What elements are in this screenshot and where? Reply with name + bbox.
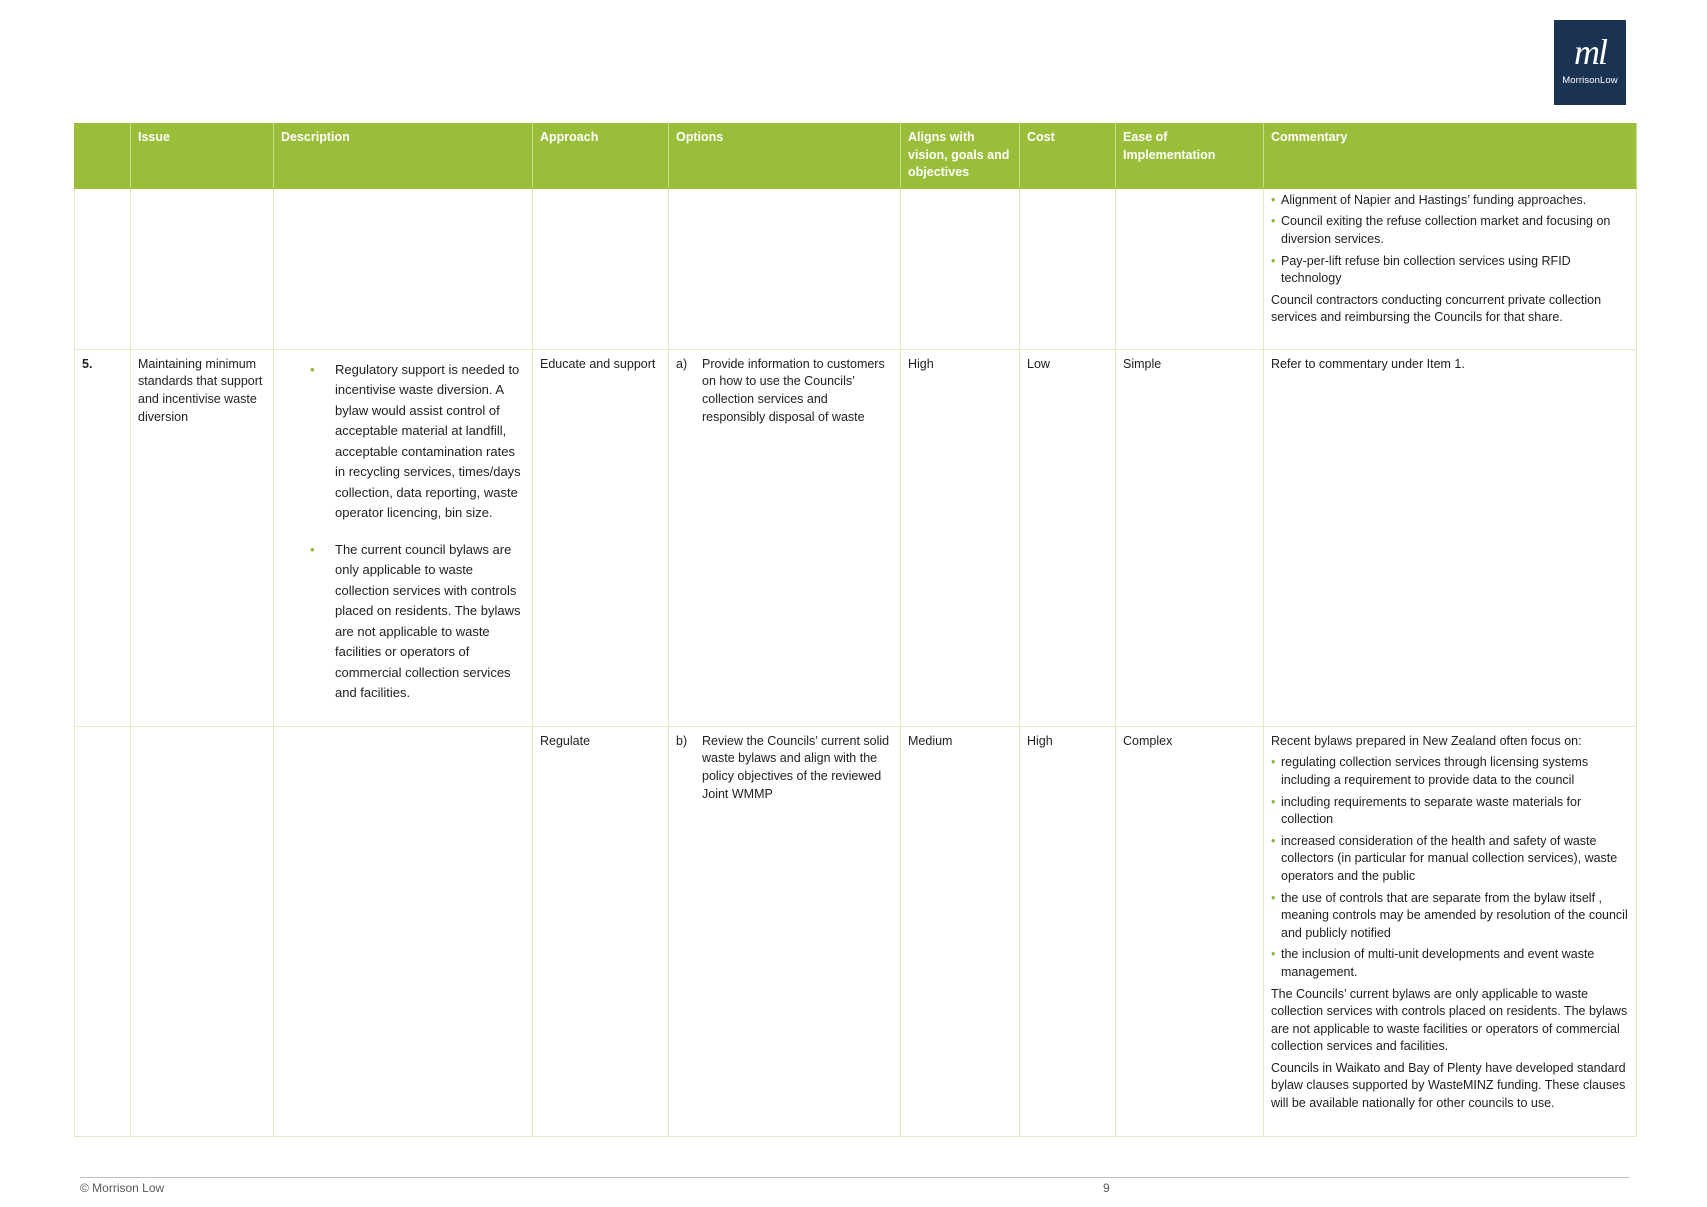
commentary-bullets — [1271, 754, 1629, 981]
commentary-bullets — [1271, 192, 1629, 288]
ease-cell: Simple — [1116, 349, 1264, 726]
list-item: • Council exiting the refuse collection market and focusing on diversion services. — [1271, 213, 1629, 248]
list-item: • Pay-per-lift refuse bin collection services using RFID technology — [1271, 253, 1629, 288]
header-options: Options — [669, 124, 901, 189]
option-cell — [669, 726, 901, 1136]
commentary-cell — [1264, 188, 1637, 349]
approach-cell: Regulate — [533, 726, 669, 1136]
page-number: 9 — [1103, 1181, 1110, 1195]
description-bullets — [281, 360, 525, 704]
cost-cell: Low — [1020, 349, 1116, 726]
row-number: 5. — [75, 349, 131, 726]
commentary-paragraph: The Councils’ current bylaws are only applicable to waste collection services with controls placed on residents. The bylaws are not applicable to waste facilities or operators of commercial collection services and facilities. — [1271, 986, 1628, 1054]
list-item: • Alignment of Napier and Hastings’ funding approaches. — [1271, 192, 1629, 210]
list-item: • the inclusion of multi-unit developments and event waste management. — [1271, 946, 1629, 981]
header-description: Description — [274, 124, 533, 189]
approach-cell: Educate and support — [533, 349, 669, 726]
list-item: • The current council bylaws are only applicable to waste collection services with controls placed on residents. The bylaws are not applicable to waste facilities or operators of commercial collection services and facilities. — [310, 540, 525, 704]
list-item: • the use of controls that are separate from the bylaw itself , meaning controls may be amended by resolution of the council and publicly notified — [1271, 890, 1629, 943]
commentary-intro: Recent bylaws prepared in New Zealand often focus on: — [1271, 733, 1582, 748]
header-cost: Cost — [1020, 124, 1116, 189]
header-approach: Approach — [533, 124, 669, 189]
table-row-item-5b — [75, 726, 1637, 1136]
header-commentary: Commentary — [1264, 124, 1637, 189]
logo-mark: ml — [1574, 32, 1606, 72]
issue-cell: Maintaining minimum standards that support and incentivise waste diversion — [131, 349, 274, 726]
option-text: Review the Councils’ current solid waste bylaws and align with the policy objectives of the reviewed Joint WMMP — [702, 733, 890, 801]
logo-wordmark: MorrisonLow — [1562, 75, 1618, 86]
list-item: • Regulatory support is needed to incentivise waste diversion. A bylaw would assist control of acceptable material at landfill, acceptable contamination rates in recycling services, times/days collection, data reporting, waste operator licencing, bin size. — [310, 360, 525, 524]
option-text: Provide information to customers on how to use the Councils’ collection services and responsibly disposal of waste — [702, 356, 885, 424]
list-item: • including requirements to separate waste materials for collection — [1271, 794, 1629, 829]
table-row-continued — [75, 188, 1637, 349]
footer-divider — [80, 1177, 1630, 1178]
commentary-cell — [1264, 726, 1637, 1136]
header-ease: Ease of Implementation — [1116, 124, 1264, 189]
cost-cell: High — [1020, 726, 1116, 1136]
list-item: • increased consideration of the health and safety of waste collectors (in particular for manual collection services), waste operators and the public — [1271, 833, 1629, 886]
morrisonlow-logo — [1554, 20, 1626, 105]
options-table — [74, 123, 1637, 1137]
table-header-row — [75, 124, 1637, 189]
footer-copyright: © Morrison Low — [80, 1181, 165, 1195]
commentary-paragraph: Council contractors conducting concurrent private collection services and reimbursing the Councils for that share. — [1271, 292, 1602, 325]
commentary-paragraph: Councils in Waikato and Bay of Plenty have developed standard bylaw clauses supported by WasteMINZ funding. These clauses will be available nationally for other councils to use. — [1271, 1060, 1626, 1111]
option-cell — [669, 349, 901, 726]
table-row-item-5 — [75, 349, 1637, 726]
ease-cell: Complex — [1116, 726, 1264, 1136]
aligns-cell: High — [901, 349, 1020, 726]
option-label: a) — [676, 356, 688, 371]
header-issue: Issue — [131, 124, 274, 189]
aligns-cell: Medium — [901, 726, 1020, 1136]
option-label: b) — [676, 733, 688, 748]
header-number — [75, 124, 131, 189]
header-aligns: Aligns with vision, goals and objectives — [901, 124, 1020, 189]
list-item: • regulating collection services through licensing systems including a requirement to provide data to the council — [1271, 754, 1629, 789]
description-cell — [274, 349, 533, 726]
commentary-cell: Refer to commentary under Item 1. — [1264, 349, 1637, 726]
